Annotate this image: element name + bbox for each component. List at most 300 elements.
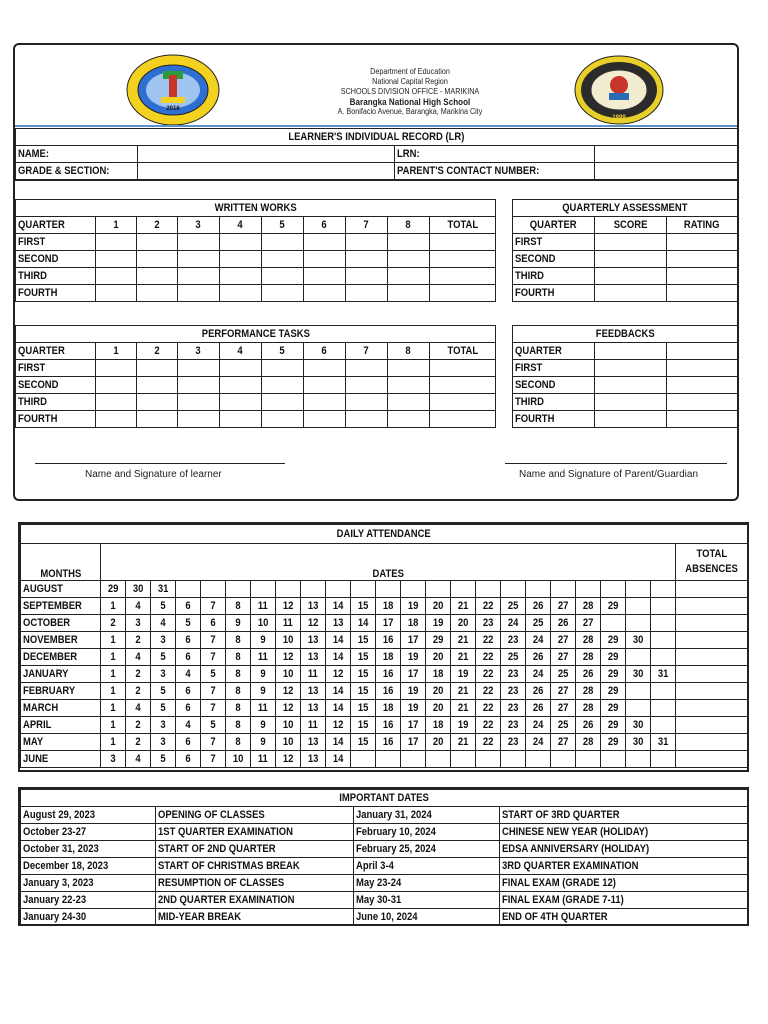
- date-cell[interactable]: 19: [401, 649, 426, 666]
- date-cell[interactable]: 4: [176, 666, 201, 683]
- date-cell[interactable]: 26: [526, 683, 551, 700]
- date-cell[interactable]: 10: [276, 666, 301, 683]
- score-cell[interactable]: [178, 234, 220, 251]
- date-cell[interactable]: 15: [351, 649, 376, 666]
- date-cell[interactable]: 6: [201, 615, 226, 632]
- date-cell[interactable]: 17: [401, 717, 426, 734]
- empty-date-cell[interactable]: [351, 581, 376, 598]
- date-cell[interactable]: 16: [376, 666, 401, 683]
- date-cell[interactable]: 2: [126, 734, 151, 751]
- date-cell[interactable]: 12: [326, 717, 351, 734]
- date-cell[interactable]: 4: [126, 751, 151, 768]
- date-cell[interactable]: 4: [126, 700, 151, 717]
- empty-date-cell[interactable]: [176, 581, 201, 598]
- date-cell[interactable]: 24: [526, 734, 551, 751]
- date-cell[interactable]: 18: [376, 598, 401, 615]
- date-cell[interactable]: 25: [551, 717, 576, 734]
- score-cell[interactable]: [178, 285, 220, 302]
- date-cell[interactable]: 1: [101, 598, 126, 615]
- score-cell[interactable]: [388, 285, 430, 302]
- score-cell[interactable]: [346, 377, 388, 394]
- date-cell[interactable]: 19: [401, 700, 426, 717]
- date-cell[interactable]: 15: [351, 734, 376, 751]
- date-cell[interactable]: 20: [426, 598, 451, 615]
- date-cell[interactable]: 3: [101, 751, 126, 768]
- empty-date-cell[interactable]: [651, 751, 676, 768]
- date-cell[interactable]: 20: [426, 700, 451, 717]
- empty-date-cell[interactable]: [626, 751, 651, 768]
- score-cell[interactable]: [388, 394, 430, 411]
- date-cell[interactable]: 5: [151, 683, 176, 700]
- date-cell[interactable]: 12: [301, 615, 326, 632]
- date-cell[interactable]: 6: [176, 632, 201, 649]
- date-cell[interactable]: 13: [326, 615, 351, 632]
- date-cell[interactable]: 28: [576, 734, 601, 751]
- empty-date-cell[interactable]: [651, 598, 676, 615]
- date-cell[interactable]: 13: [301, 734, 326, 751]
- date-cell[interactable]: 7: [201, 598, 226, 615]
- empty-date-cell[interactable]: [401, 581, 426, 598]
- date-cell[interactable]: 5: [151, 598, 176, 615]
- parent-contact-field[interactable]: [595, 163, 738, 180]
- date-cell[interactable]: 12: [276, 598, 301, 615]
- date-cell[interactable]: 28: [576, 649, 601, 666]
- score-cell[interactable]: [137, 360, 178, 377]
- date-cell[interactable]: 20: [426, 649, 451, 666]
- date-cell[interactable]: 22: [476, 666, 501, 683]
- date-cell[interactable]: 15: [351, 683, 376, 700]
- score-cell[interactable]: [96, 251, 137, 268]
- empty-date-cell[interactable]: [626, 615, 651, 632]
- score-cell[interactable]: [178, 377, 220, 394]
- date-cell[interactable]: 23: [501, 632, 526, 649]
- date-cell[interactable]: 13: [301, 649, 326, 666]
- date-cell[interactable]: 10: [226, 751, 251, 768]
- date-cell[interactable]: 5: [201, 666, 226, 683]
- score-cell[interactable]: [304, 285, 346, 302]
- date-cell[interactable]: 29: [601, 700, 626, 717]
- date-cell[interactable]: 23: [501, 717, 526, 734]
- score-cell[interactable]: [388, 377, 430, 394]
- empty-date-cell[interactable]: [476, 581, 501, 598]
- empty-date-cell[interactable]: [451, 581, 476, 598]
- score-cell[interactable]: [430, 411, 496, 428]
- date-cell[interactable]: 24: [526, 717, 551, 734]
- score-cell[interactable]: [388, 360, 430, 377]
- date-cell[interactable]: 11: [251, 700, 276, 717]
- date-cell[interactable]: 27: [551, 683, 576, 700]
- empty-date-cell[interactable]: [651, 615, 676, 632]
- date-cell[interactable]: 25: [526, 615, 551, 632]
- date-cell[interactable]: 30: [126, 581, 151, 598]
- empty-date-cell[interactable]: [576, 751, 601, 768]
- date-cell[interactable]: 24: [501, 615, 526, 632]
- score-cell[interactable]: [262, 394, 304, 411]
- date-cell[interactable]: 2: [101, 615, 126, 632]
- date-cell[interactable]: 29: [601, 666, 626, 683]
- date-cell[interactable]: 30: [626, 666, 651, 683]
- date-cell[interactable]: 16: [376, 734, 401, 751]
- date-cell[interactable]: 8: [226, 717, 251, 734]
- date-cell[interactable]: 27: [551, 649, 576, 666]
- date-cell[interactable]: 26: [576, 666, 601, 683]
- score-cell[interactable]: [178, 268, 220, 285]
- date-cell[interactable]: 9: [251, 683, 276, 700]
- date-cell[interactable]: 12: [276, 700, 301, 717]
- date-cell[interactable]: 11: [301, 666, 326, 683]
- score-cell[interactable]: [262, 251, 304, 268]
- score-cell[interactable]: [96, 285, 137, 302]
- date-cell[interactable]: 1: [101, 700, 126, 717]
- score-cell[interactable]: [96, 268, 137, 285]
- score-cell[interactable]: [137, 411, 178, 428]
- empty-date-cell[interactable]: [351, 751, 376, 768]
- date-cell[interactable]: 10: [276, 717, 301, 734]
- date-cell[interactable]: 29: [601, 649, 626, 666]
- empty-date-cell[interactable]: [426, 581, 451, 598]
- date-cell[interactable]: 6: [176, 649, 201, 666]
- score-cell[interactable]: [137, 234, 178, 251]
- date-cell[interactable]: 12: [276, 751, 301, 768]
- date-cell[interactable]: 10: [276, 632, 301, 649]
- date-cell[interactable]: 13: [301, 598, 326, 615]
- date-cell[interactable]: 17: [401, 734, 426, 751]
- date-cell[interactable]: 17: [401, 632, 426, 649]
- score-cell[interactable]: [96, 377, 137, 394]
- date-cell[interactable]: 6: [176, 683, 201, 700]
- total-absences-cell[interactable]: [676, 717, 748, 734]
- empty-date-cell[interactable]: [426, 751, 451, 768]
- date-cell[interactable]: 30: [626, 717, 651, 734]
- score-cell[interactable]: [304, 411, 346, 428]
- date-cell[interactable]: 22: [476, 734, 501, 751]
- score-cell[interactable]: [137, 251, 178, 268]
- score-cell[interactable]: [388, 251, 430, 268]
- date-cell[interactable]: 3: [151, 666, 176, 683]
- date-cell[interactable]: 12: [326, 666, 351, 683]
- feedback-cell[interactable]: [667, 394, 738, 411]
- date-cell[interactable]: 22: [476, 683, 501, 700]
- score-cell[interactable]: [430, 251, 496, 268]
- date-cell[interactable]: 15: [351, 666, 376, 683]
- date-cell[interactable]: 23: [476, 615, 501, 632]
- score-cell[interactable]: [220, 360, 262, 377]
- score-cell[interactable]: [346, 411, 388, 428]
- date-cell[interactable]: 2: [126, 666, 151, 683]
- feedback-cell[interactable]: [595, 377, 667, 394]
- empty-date-cell[interactable]: [226, 581, 251, 598]
- empty-date-cell[interactable]: [501, 751, 526, 768]
- score-cell[interactable]: [262, 411, 304, 428]
- empty-date-cell[interactable]: [601, 751, 626, 768]
- date-cell[interactable]: 28: [576, 632, 601, 649]
- date-cell[interactable]: 27: [551, 632, 576, 649]
- date-cell[interactable]: 26: [526, 700, 551, 717]
- date-cell[interactable]: 14: [326, 649, 351, 666]
- date-cell[interactable]: 16: [376, 632, 401, 649]
- date-cell[interactable]: 9: [251, 734, 276, 751]
- date-cell[interactable]: 11: [301, 717, 326, 734]
- total-absences-cell[interactable]: [676, 683, 748, 700]
- date-cell[interactable]: 9: [251, 632, 276, 649]
- date-cell[interactable]: 15: [351, 717, 376, 734]
- date-cell[interactable]: 25: [551, 666, 576, 683]
- date-cell[interactable]: 28: [576, 700, 601, 717]
- score-cell[interactable]: [430, 268, 496, 285]
- date-cell[interactable]: 19: [451, 666, 476, 683]
- date-cell[interactable]: 29: [601, 598, 626, 615]
- date-cell[interactable]: 13: [301, 683, 326, 700]
- empty-date-cell[interactable]: [651, 683, 676, 700]
- empty-date-cell[interactable]: [526, 751, 551, 768]
- date-cell[interactable]: 13: [301, 700, 326, 717]
- date-cell[interactable]: 7: [201, 649, 226, 666]
- date-cell[interactable]: 14: [326, 632, 351, 649]
- date-cell[interactable]: 4: [151, 615, 176, 632]
- date-cell[interactable]: 20: [451, 615, 476, 632]
- date-cell[interactable]: 21: [451, 598, 476, 615]
- empty-date-cell[interactable]: [501, 581, 526, 598]
- date-cell[interactable]: 23: [501, 700, 526, 717]
- date-cell[interactable]: 19: [451, 717, 476, 734]
- date-cell[interactable]: 7: [201, 700, 226, 717]
- date-cell[interactable]: 19: [426, 615, 451, 632]
- date-cell[interactable]: 22: [476, 598, 501, 615]
- date-cell[interactable]: 6: [176, 598, 201, 615]
- score-cell[interactable]: [262, 268, 304, 285]
- date-cell[interactable]: 4: [126, 598, 151, 615]
- total-absences-cell[interactable]: [676, 734, 748, 751]
- date-cell[interactable]: 27: [551, 700, 576, 717]
- learner-signature-line[interactable]: [35, 463, 285, 464]
- date-cell[interactable]: 23: [501, 683, 526, 700]
- date-cell[interactable]: 28: [576, 598, 601, 615]
- empty-date-cell[interactable]: [526, 581, 551, 598]
- score-cell[interactable]: [304, 251, 346, 268]
- score-cell[interactable]: [96, 411, 137, 428]
- date-cell[interactable]: 29: [426, 632, 451, 649]
- feedback-cell[interactable]: [667, 411, 738, 428]
- date-cell[interactable]: 23: [501, 666, 526, 683]
- date-cell[interactable]: 17: [401, 666, 426, 683]
- date-cell[interactable]: 1: [101, 666, 126, 683]
- date-cell[interactable]: 14: [351, 615, 376, 632]
- date-cell[interactable]: 25: [501, 649, 526, 666]
- empty-date-cell[interactable]: [651, 632, 676, 649]
- total-absences-cell[interactable]: [676, 751, 748, 768]
- grade-section-field[interactable]: [138, 163, 395, 180]
- score-cell[interactable]: [346, 394, 388, 411]
- score-cell[interactable]: [262, 234, 304, 251]
- date-cell[interactable]: 13: [301, 632, 326, 649]
- date-cell[interactable]: 26: [526, 649, 551, 666]
- score-cell[interactable]: [178, 411, 220, 428]
- date-cell[interactable]: 14: [326, 598, 351, 615]
- score-cell[interactable]: [96, 394, 137, 411]
- date-cell[interactable]: 11: [276, 615, 301, 632]
- empty-date-cell[interactable]: [326, 581, 351, 598]
- date-cell[interactable]: 22: [476, 632, 501, 649]
- date-cell[interactable]: 16: [376, 717, 401, 734]
- date-cell[interactable]: 30: [626, 632, 651, 649]
- date-cell[interactable]: 2: [126, 717, 151, 734]
- score-cell[interactable]: [346, 285, 388, 302]
- date-cell[interactable]: 28: [576, 683, 601, 700]
- date-cell[interactable]: 18: [376, 700, 401, 717]
- date-cell[interactable]: 14: [326, 700, 351, 717]
- date-cell[interactable]: 5: [151, 700, 176, 717]
- score-cell[interactable]: [262, 360, 304, 377]
- date-cell[interactable]: 2: [126, 632, 151, 649]
- date-cell[interactable]: 21: [451, 683, 476, 700]
- score-cell[interactable]: [304, 394, 346, 411]
- feedback-cell[interactable]: [667, 377, 738, 394]
- date-cell[interactable]: 20: [426, 683, 451, 700]
- score-cell[interactable]: [220, 377, 262, 394]
- date-cell[interactable]: 7: [201, 683, 226, 700]
- date-cell[interactable]: 7: [201, 734, 226, 751]
- date-cell[interactable]: 29: [101, 581, 126, 598]
- date-cell[interactable]: 4: [126, 649, 151, 666]
- date-cell[interactable]: 31: [651, 666, 676, 683]
- empty-date-cell[interactable]: [626, 598, 651, 615]
- score-cell[interactable]: [388, 234, 430, 251]
- date-cell[interactable]: 5: [176, 615, 201, 632]
- rating-cell[interactable]: [667, 268, 738, 285]
- empty-date-cell[interactable]: [276, 581, 301, 598]
- score-cell[interactable]: [346, 360, 388, 377]
- date-cell[interactable]: 3: [151, 717, 176, 734]
- score-cell[interactable]: [220, 234, 262, 251]
- date-cell[interactable]: 18: [426, 666, 451, 683]
- date-cell[interactable]: 15: [351, 700, 376, 717]
- date-cell[interactable]: 8: [226, 666, 251, 683]
- empty-date-cell[interactable]: [651, 649, 676, 666]
- empty-date-cell[interactable]: [301, 581, 326, 598]
- empty-date-cell[interactable]: [626, 581, 651, 598]
- date-cell[interactable]: 14: [326, 751, 351, 768]
- date-cell[interactable]: 22: [476, 717, 501, 734]
- score-cell[interactable]: [220, 268, 262, 285]
- score-cell[interactable]: [178, 251, 220, 268]
- date-cell[interactable]: 17: [376, 615, 401, 632]
- date-cell[interactable]: 8: [226, 683, 251, 700]
- date-cell[interactable]: 3: [151, 734, 176, 751]
- date-cell[interactable]: 11: [251, 598, 276, 615]
- date-cell[interactable]: 1: [101, 683, 126, 700]
- date-cell[interactable]: 6: [176, 700, 201, 717]
- score-cell[interactable]: [178, 360, 220, 377]
- date-cell[interactable]: 5: [151, 751, 176, 768]
- score-cell[interactable]: [430, 360, 496, 377]
- score-cell[interactable]: [262, 285, 304, 302]
- score-cell[interactable]: [220, 411, 262, 428]
- date-cell[interactable]: 1: [101, 717, 126, 734]
- date-cell[interactable]: 2: [126, 683, 151, 700]
- date-cell[interactable]: 30: [626, 734, 651, 751]
- empty-date-cell[interactable]: [651, 581, 676, 598]
- empty-date-cell[interactable]: [626, 649, 651, 666]
- date-cell[interactable]: 7: [201, 751, 226, 768]
- date-cell[interactable]: 19: [401, 683, 426, 700]
- date-cell[interactable]: 21: [451, 700, 476, 717]
- total-absences-cell[interactable]: [676, 632, 748, 649]
- feedback-cell[interactable]: [595, 360, 667, 377]
- date-cell[interactable]: 22: [476, 649, 501, 666]
- date-cell[interactable]: 29: [601, 734, 626, 751]
- empty-date-cell[interactable]: [626, 700, 651, 717]
- score-cell[interactable]: [346, 251, 388, 268]
- name-field[interactable]: [138, 146, 395, 163]
- score-cell[interactable]: [96, 234, 137, 251]
- empty-date-cell[interactable]: [476, 751, 501, 768]
- score-cell[interactable]: [430, 234, 496, 251]
- date-cell[interactable]: 5: [201, 717, 226, 734]
- score-cell[interactable]: [595, 285, 667, 302]
- total-absences-cell[interactable]: [676, 581, 748, 598]
- date-cell[interactable]: 27: [551, 598, 576, 615]
- score-cell[interactable]: [304, 268, 346, 285]
- score-cell[interactable]: [304, 360, 346, 377]
- feedback-cell[interactable]: [595, 411, 667, 428]
- date-cell[interactable]: 3: [126, 615, 151, 632]
- date-cell[interactable]: 7: [201, 632, 226, 649]
- date-cell[interactable]: 15: [351, 632, 376, 649]
- rating-cell[interactable]: [667, 251, 738, 268]
- score-cell[interactable]: [430, 394, 496, 411]
- date-cell[interactable]: 8: [226, 734, 251, 751]
- score-cell[interactable]: [137, 377, 178, 394]
- date-cell[interactable]: 21: [451, 649, 476, 666]
- date-cell[interactable]: 1: [101, 649, 126, 666]
- empty-date-cell[interactable]: [576, 581, 601, 598]
- score-cell[interactable]: [430, 285, 496, 302]
- empty-date-cell[interactable]: [551, 751, 576, 768]
- date-cell[interactable]: 26: [551, 615, 576, 632]
- empty-date-cell[interactable]: [601, 615, 626, 632]
- date-cell[interactable]: 10: [276, 734, 301, 751]
- date-cell[interactable]: 31: [151, 581, 176, 598]
- date-cell[interactable]: 29: [601, 632, 626, 649]
- score-cell[interactable]: [346, 234, 388, 251]
- date-cell[interactable]: 4: [176, 717, 201, 734]
- parent-signature-line[interactable]: [505, 463, 727, 464]
- date-cell[interactable]: 12: [276, 683, 301, 700]
- total-absences-cell[interactable]: [676, 615, 748, 632]
- empty-date-cell[interactable]: [651, 700, 676, 717]
- date-cell[interactable]: 5: [151, 649, 176, 666]
- date-cell[interactable]: 19: [401, 598, 426, 615]
- empty-date-cell[interactable]: [251, 581, 276, 598]
- date-cell[interactable]: 21: [451, 734, 476, 751]
- date-cell[interactable]: 9: [226, 615, 251, 632]
- date-cell[interactable]: 21: [451, 632, 476, 649]
- date-cell[interactable]: 3: [151, 632, 176, 649]
- score-cell[interactable]: [304, 234, 346, 251]
- date-cell[interactable]: 8: [226, 700, 251, 717]
- score-cell[interactable]: [220, 394, 262, 411]
- empty-date-cell[interactable]: [201, 581, 226, 598]
- total-absences-cell[interactable]: [676, 666, 748, 683]
- date-cell[interactable]: 9: [251, 717, 276, 734]
- date-cell[interactable]: 26: [576, 717, 601, 734]
- score-cell[interactable]: [262, 377, 304, 394]
- empty-date-cell[interactable]: [651, 717, 676, 734]
- score-cell[interactable]: [137, 394, 178, 411]
- score-cell[interactable]: [346, 268, 388, 285]
- empty-date-cell[interactable]: [626, 683, 651, 700]
- score-cell[interactable]: [304, 377, 346, 394]
